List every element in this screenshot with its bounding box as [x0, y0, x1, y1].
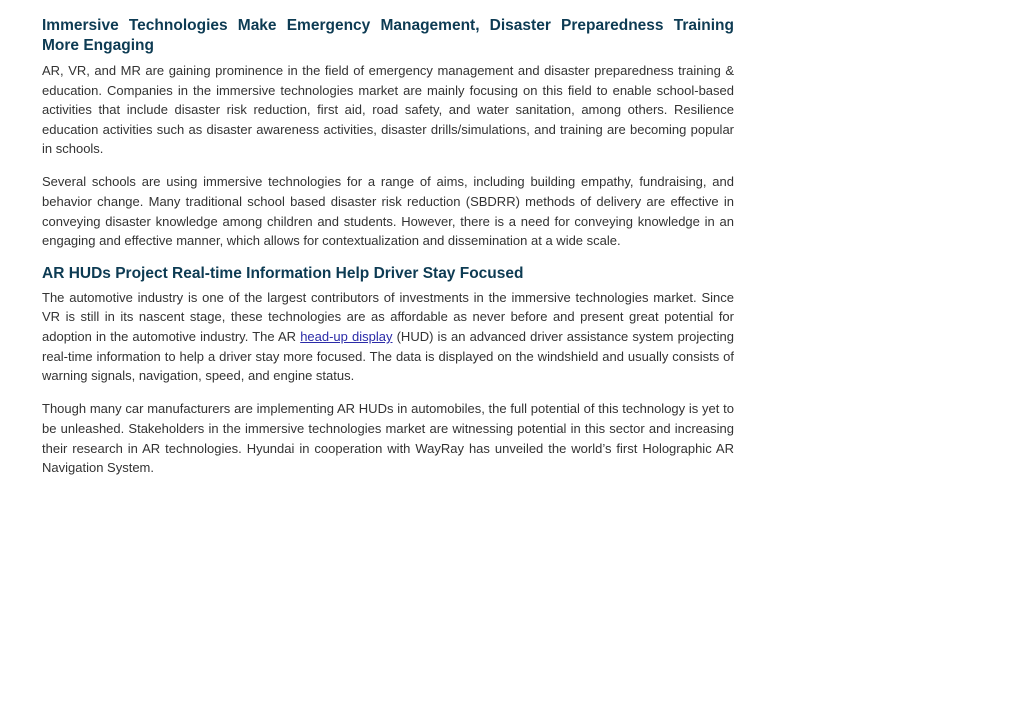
head-up-display-link[interactable]: head-up display — [300, 329, 393, 345]
article — [42, 16, 734, 491]
paragraph-automotive-text-end: (HUD) is an advanced driver assistance system projecting real-time information to help a driver stay more focused. The data is displayed on the windshield and usually consists of warning signals, navigation, speed, and engine status. — [42, 329, 734, 384]
paragraph-emergency-training: AR, VR, and MR are gaining prominence in the field of emergency management and disaster preparedness training & education. Companies in the immersive technologies market are mainly focusing on this field to enable school-based activities that include disaster risk reduction, first aid, road safety, and water sanitation, among others. Resilience education activities such as disaster awareness activities, disaster drills/simulations, and training are becoming popular in schools. — [42, 63, 734, 157]
section-heading-immersive-emergency: Immersive Technologies Make Emergency Management, Disaster Preparedness Training More Engaging — [42, 17, 734, 54]
paragraph-automotive-industry — [42, 288, 734, 386]
section-heading-ar-huds: AR HUDs Project Real-time Information Help Driver Stay Focused — [42, 265, 524, 283]
paragraph-schools-immersive: Several schools are using immersive technologies for a range of aims, including building empathy, fundraising, and behavior change. Many traditional school based disaster risk reduction (SBDRR) methods of delivery are effective in conveying disaster knowledge among children and students. However, there is a need for conveying knowledge in an engaging and effective manner, which allows for contextualization and dissemination at a wide scale. — [42, 174, 734, 249]
paragraph-car-manufacturers: Though many car manufacturers are implementing AR HUDs in automobiles, the full potential of this technology is yet to be unleashed. Stakeholders in the immersive technologies market are witnessing potential in this sector and increasing their research in AR technologies. Hyundai in cooperation with WayRay has unveiled the world’s first Holographic AR Navigation System. — [42, 401, 734, 476]
paragraph-automotive-text-start: The automotive industry is one of the largest contributors of investments in the immersive technologies market. Since VR is still in its nascent stage, these technologies are as affordable as never before and present great potential for adoption in the automotive industry. The AR — [42, 289, 734, 345]
